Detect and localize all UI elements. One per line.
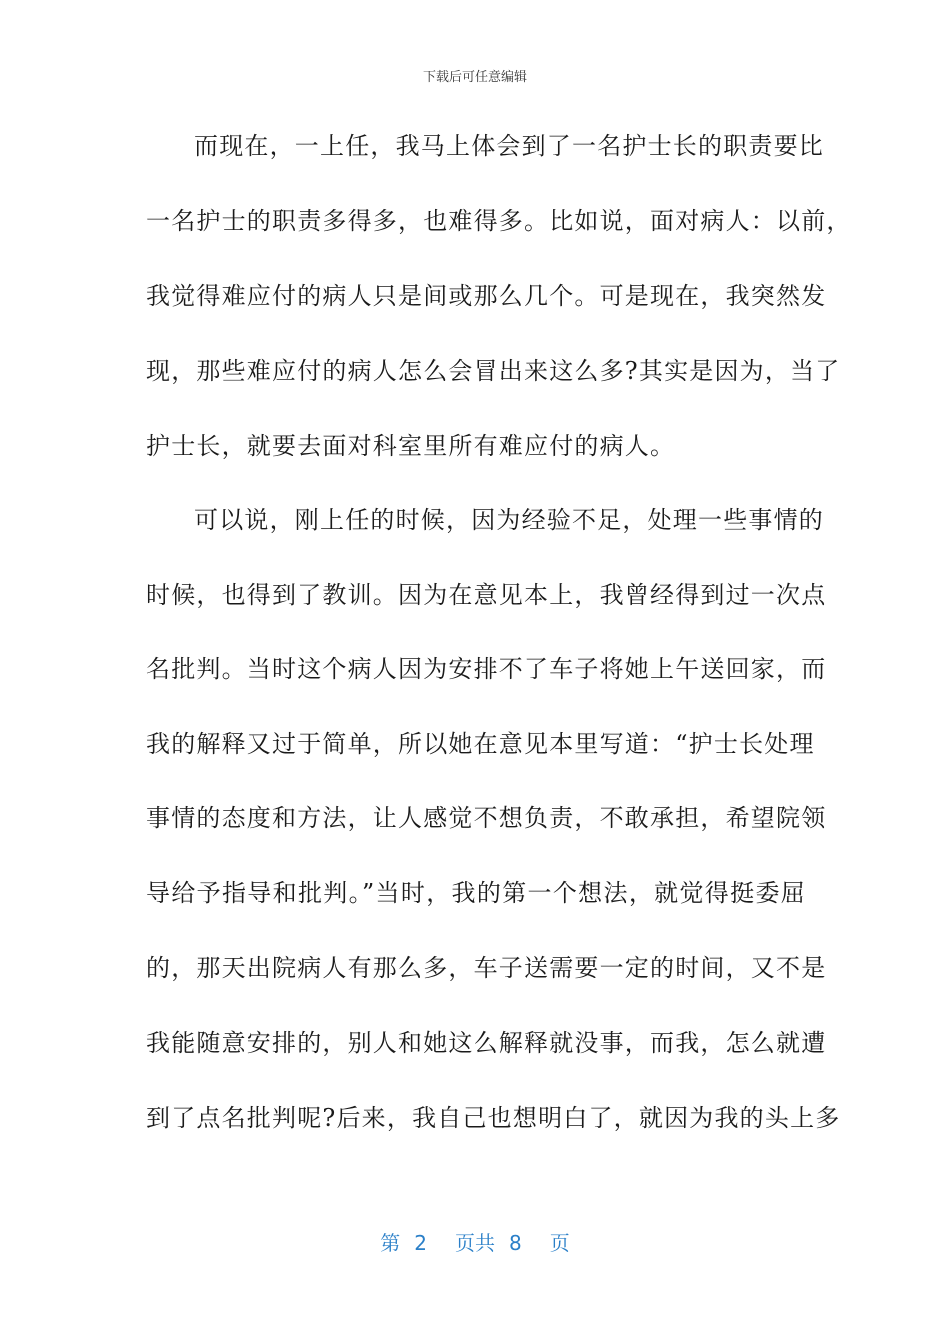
footer-suffix: 页 <box>549 1231 570 1255</box>
footer-total-pages: 8 <box>509 1231 522 1255</box>
text-line: 而现在，一上任，我马上体会到了一名护士长的职责要比 <box>194 132 824 160</box>
page-footer <box>0 1227 950 1256</box>
text-line: 护士长，就要去面对科室里所有难应付的病人。 <box>146 432 676 460</box>
text-line: 名批判。当时这个病人因为安排不了车子将她上午送回家，而 <box>146 655 827 683</box>
footer-page-number: 2 <box>414 1231 427 1255</box>
text-line: 的，那天出院病人有那么多，车子送需要一定的时间，又不是 <box>146 954 827 982</box>
text-line: 事情的态度和方法，让人感觉不想负责，不敢承担，希望院领 <box>146 804 827 832</box>
footer-middle: 页共 <box>455 1231 495 1255</box>
text-line: 我能随意安排的，别人和她这么解释就没事，而我，怎么就遭 <box>146 1029 827 1057</box>
text-line: 一名护士的职责多得多，也难得多。比如说，面对病人：以前， <box>146 207 852 235</box>
text-line: 我觉得难应付的病人只是间或那么几个。可是现在，我突然发 <box>146 282 827 310</box>
text-line: 到了点名批判呢?后来，我自己也想明白了，就因为我的头上多 <box>146 1104 841 1132</box>
text-line: 现，那些难应付的病人怎么会冒出来这么多?其实是因为，当了 <box>146 357 841 385</box>
text-line: 可以说，刚上任的时候，因为经验不足，处理一些事情的 <box>194 506 824 534</box>
page-header: 下载后可任意编辑 <box>422 70 527 85</box>
text-line: 导给予指导和批判。”当时，我的第一个想法，就觉得挺委屈 <box>146 879 806 907</box>
text-line: 时候，也得到了教训。因为在意见本上，我曾经得到过一次点 <box>146 581 827 609</box>
text-line: 我的解释又过于简单，所以她在意见本里写道：“护士长处理 <box>146 730 815 758</box>
footer-prefix: 第 <box>380 1231 401 1255</box>
